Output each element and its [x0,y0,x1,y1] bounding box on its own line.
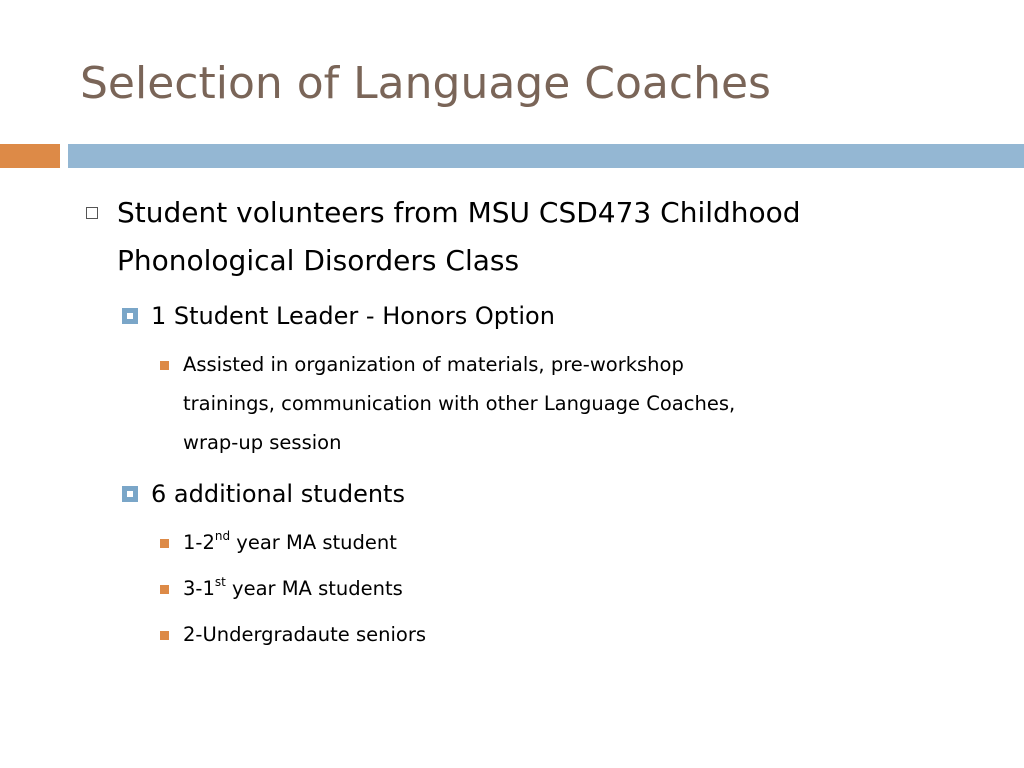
item2-text: 3-1 [183,577,215,600]
item1-text: 1-2 [183,531,215,554]
item1-superscript: nd [214,529,231,543]
orange-square-bullet-icon [160,585,169,594]
orange-square-bullet-icon [160,361,169,370]
bullet-item-ma-first-year [183,570,403,608]
bullet-student-leader: 1 Student Leader - Honors Option [151,302,555,330]
item2-text-rest: year MA students [225,577,403,600]
bullet-additional-students: 6 additional students [151,480,405,508]
blue-square-bullet-icon [122,486,138,502]
bullet-item-undergrad-seniors: 2-Undergradaute seniors [183,623,427,646]
bullet-leader-detail-line3: wrap-up session [183,431,342,454]
orange-square-bullet-icon [160,539,169,548]
blue-square-bullet-icon [122,308,138,324]
bullet-main-line2: Phonological Disorders Class [117,244,520,277]
bullet-item-ma-second-year [183,524,397,562]
item1-text-rest: year MA student [230,531,397,554]
bullet-leader-detail-line2: trainings, communication with other Language Coaches, [183,392,736,415]
bullet-leader-detail-line1: Assisted in organization of materials, pre-workshop [183,353,684,376]
bullet-main-line1: Student volunteers from MSU CSD473 Childhood [117,196,801,229]
orange-square-bullet-icon [160,631,169,640]
item2-superscript: st [214,575,226,589]
hollow-square-bullet-icon [86,207,98,219]
slide-title: Selection of Language Coaches [80,58,771,109]
